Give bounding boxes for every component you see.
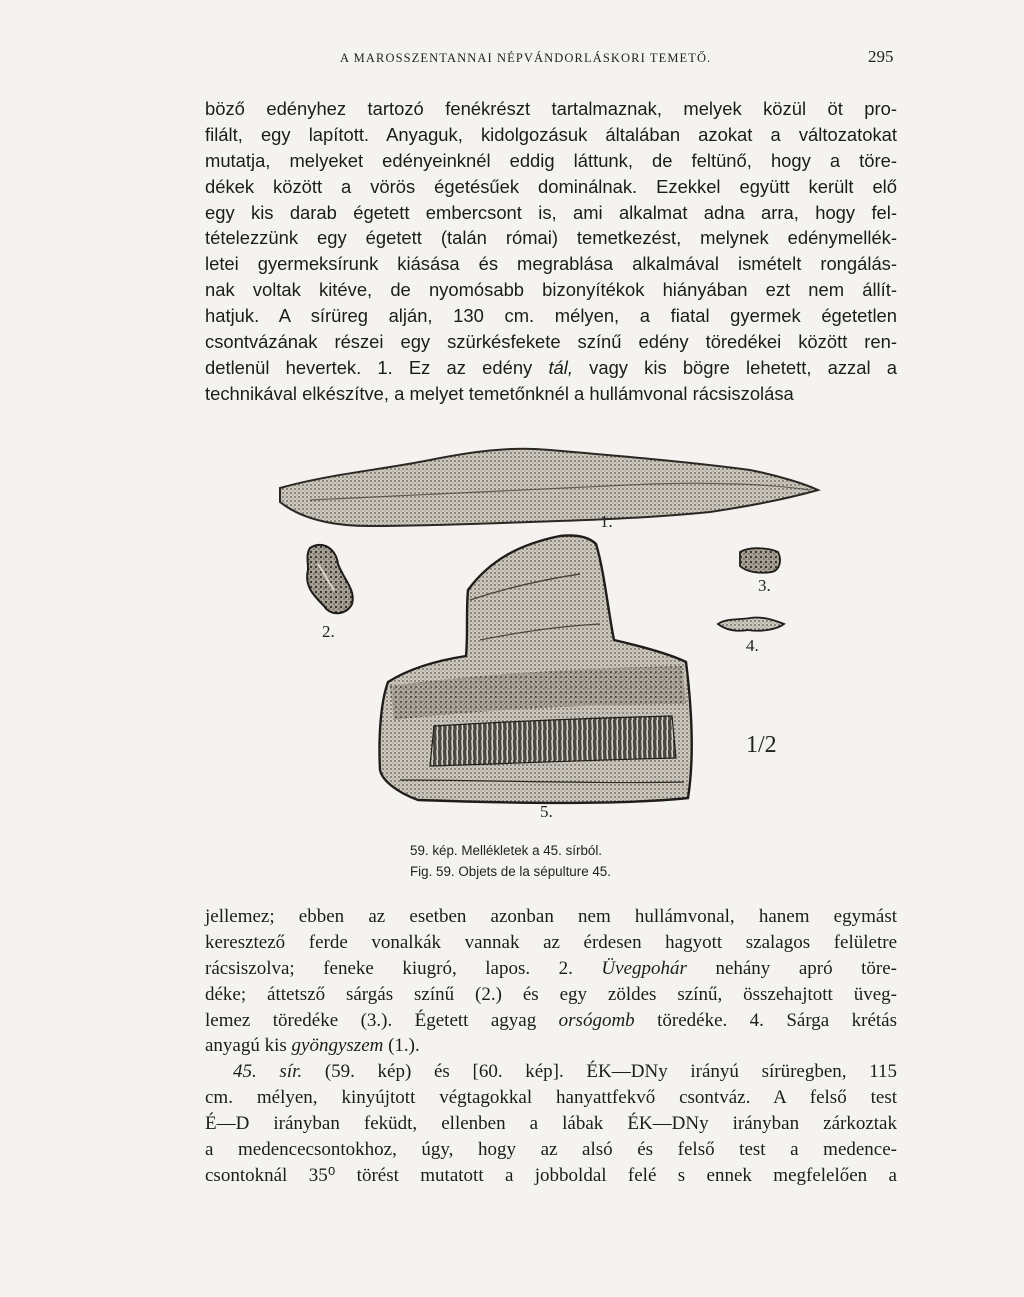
text-fragment: detlenül hevertek. 1. Ez az edény	[205, 356, 533, 378]
text-fragment: lemez töredéke (3.). Égetett agyag	[205, 1009, 537, 1031]
italic-term: 45. sír.	[233, 1061, 303, 1083]
glass-plate-fragment-drawing	[740, 548, 780, 573]
figure-label-5: 5.	[540, 802, 553, 821]
italic-term: Üvegpohár	[601, 957, 687, 979]
text-line: technikával elkészítve, a melyet temetőnknél a hullámvonal rácsiszolása	[205, 382, 794, 404]
text-fragment: rácsiszolva; feneke kiugró, lapos. 2.	[205, 957, 573, 979]
text-line: mutatja, melyeket edényeinknél eddig láttunk, de feltünő, hogy a töre-	[205, 149, 897, 171]
running-header: A MAROSSZENTANNAI NÉPVÁNDORLÁSKORI TEMETŐ.	[340, 51, 712, 65]
text-line: csontoknál 35⁰ törést mutatott a jobboldal felé s ennek megfelelően a	[205, 1164, 897, 1186]
scale-mark	[746, 732, 777, 758]
italic-term: tál,	[548, 356, 573, 378]
text-fragment: anyagú kis	[205, 1035, 287, 1057]
italic-term: gyöngyszem	[291, 1035, 384, 1057]
text-fragment: (1.).	[388, 1035, 420, 1057]
text-line	[205, 355, 897, 381]
figure-illustration	[270, 440, 830, 840]
iron-knife-drawing	[280, 449, 818, 526]
text-line: tételezzünk egy égetett (talán római) temetkezést, melynek edénymellék-	[205, 227, 897, 249]
text-line	[205, 956, 897, 982]
text-line: dékek között a vörös égetésűek dominálnak. Ezekkel együtt került elő	[205, 175, 897, 197]
figure-caption-hu: 59. kép. Mellékletek a 45. sírból.	[410, 843, 603, 858]
text-line: csontvázának részei egy szürkésfekete színű edény töredékei között ren-	[205, 331, 897, 353]
italic-term: orsógomb	[558, 1009, 635, 1031]
text-line: egy kis darab égetett embercsont is, ami alkalmat adna arra, hogy fel-	[205, 201, 897, 223]
text-line: nak voltak kitéve, de nyomósabb bizonyítékok hiányában ezt nem állít-	[205, 279, 897, 301]
text-line: a medencecsontokhoz, úgy, hogy az alsó és felső test a medence-	[205, 1139, 897, 1161]
text-line	[205, 1008, 897, 1034]
glass-fragment-drawing	[307, 545, 353, 613]
text-fragment: (59. kép) és [60. kép]. ÉK—DNy irányú sírüregben, 115	[324, 1061, 897, 1083]
figure-label-4: 4.	[746, 636, 759, 655]
figure-label-3: 3.	[758, 576, 771, 595]
bead-drawing	[718, 617, 784, 630]
pottery-sherd-drawing	[379, 535, 691, 802]
text-line: letei gyermeksírunk kiásása és megrablása alkalmával ismételt rongálás-	[205, 253, 897, 275]
text-line	[205, 1059, 897, 1085]
text-line	[205, 1033, 897, 1059]
text-fragment: nehány apró töre-	[715, 957, 897, 979]
text-line: filált, egy lapított. Anyaguk, kidolgozásuk általában azokat a változatokat	[205, 123, 897, 145]
text-line: cm. mélyen, kinyújtott végtagokkal hanyattfekvő csontváz. A felső test	[205, 1087, 897, 1109]
figure-label-2: 2.	[322, 622, 335, 641]
figure-caption-fr: Fig. 59. Objets de la sépulture 45.	[410, 864, 611, 879]
text-line: jellemez; ebben az esetben azonban nem hullámvonal, hanem egymást	[205, 906, 897, 927]
scale-numerator: 1/2	[746, 732, 777, 758]
text-line: böző edényhez tartozó fenékrészt tartalmaznak, melyek közül öt pro-	[205, 98, 897, 119]
text-line: déke; áttetsző sárgás színű (2.) és egy zöldes színű, összehajtott üveg-	[205, 983, 897, 1005]
text-line: É—D irányban feküdt, ellenben a lábak ÉK—DNy irányban zárkoztak	[205, 1113, 897, 1135]
bottom-paragraph	[205, 904, 897, 1189]
page-number: 295	[868, 47, 894, 66]
top-paragraph	[205, 96, 897, 407]
figure-label-1: 1.	[600, 512, 613, 531]
text-fragment: töredéke. 4. Sárga krétás	[657, 1009, 898, 1031]
text-line: keresztező ferde vonalkák vannak az érdesen hagyott szalagos felületre	[205, 931, 897, 953]
text-fragment: vagy kis bögre lehetett, azzal a	[589, 356, 897, 378]
text-line: hatjuk. A sírüreg alján, 130 cm. mélyen, a fiatal gyermek égetetlen	[205, 305, 897, 327]
